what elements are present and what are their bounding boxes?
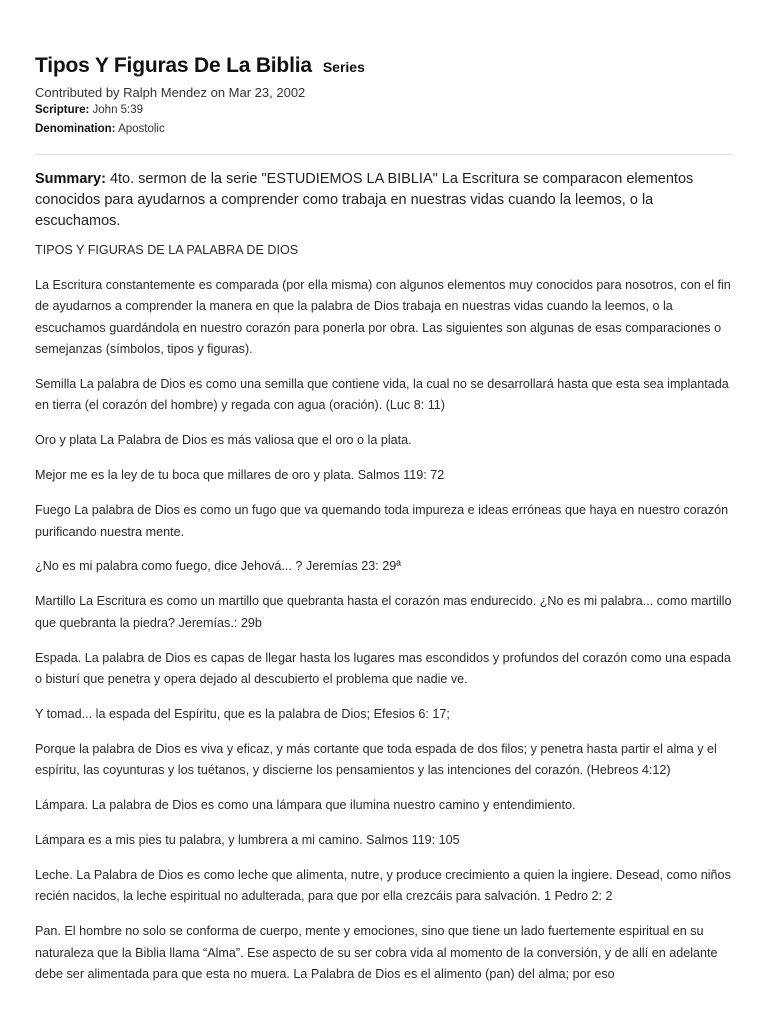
series-tag[interactable]: Series bbox=[322, 59, 365, 75]
paragraph: Semilla La palabra de Dios es como una semilla que contiene vida, la cual no se desarrollará hasta que esta sea implantada en tierra (el corazón del hombre) y regada con agua (oración). (Luc 8: 11) bbox=[35, 377, 729, 413]
paragraph: Leche. La Palabra de Dios es como leche que alimenta, nutre, y produce crecimiento a quien la ingiere. Desead, como niños recién nacidos, la leche espiritual no adulterada, para que por ella crezcáis para salvación. 1 Pedro 2: 2 bbox=[35, 868, 731, 904]
scripture-value[interactable]: John 5:39 bbox=[92, 104, 144, 116]
paragraph: Pan. El hombre no solo se conforma de cuerpo, mente y emociones, sino que tiene un lado fuertemente espiritual en su naturaleza que la Biblia llama “Alma”. Ese aspecto de su ser cobra vida al momento de la conversión, y de allí en adelante debe ser alimentada para que esta no muera. La Palabra de Dios es el alimento (pan) del alma; por eso bbox=[35, 924, 718, 982]
header-divider bbox=[35, 154, 733, 155]
denomination-label: Denomination: bbox=[35, 123, 116, 135]
denomination-value[interactable]: Apostolic bbox=[118, 123, 165, 135]
paragraph: Porque la palabra de Dios es viva y eficaz, y más cortante que toda espada de dos filos; y penetra hasta partir el alma y el espíritu, las coyunturas y los tuétanos, y discierne los pensamientos y las intenciones del corazón. (Hebreos 4:12) bbox=[35, 741, 717, 778]
sermon-body bbox=[35, 240, 733, 986]
paragraph: TIPOS Y FIGURAS DE LA PALABRA DE DIOS bbox=[35, 243, 299, 257]
paragraph: Y tomad... la espada del Espíritu, que es la palabra de Dios; Efesios 6: 17; bbox=[35, 707, 450, 721]
summary-text: 4to. sermon de la serie "ESTUDIEMOS LA BIBLIA" La Escritura se comparacon elementos conocidos para ayudarnos a comprender como trabaja en nuestras vidas cuando la leemos, o la escuchamos. bbox=[35, 171, 694, 229]
denomination-line bbox=[35, 120, 733, 139]
paragraph: Oro y plata La Palabra de Dios es más valiosa que el oro o la plata. bbox=[35, 433, 412, 448]
scripture-label: Scripture: bbox=[35, 104, 90, 116]
page-title: Tipos Y Figuras De La Biblia bbox=[35, 54, 312, 77]
title-row bbox=[35, 54, 733, 78]
paragraph: La Escritura constantemente es comparada (por ella misma) con algunos elementos muy conocidos para nosotros, con el fin de ayudarnos a comprender la manera en que la palabra de Dios trabaja en nuestras vidas cuando la leemos, o la escuchamos guardándola en nuestro corazón para ponerla por obra. Las siguientes son algunas de esas comparaciones o semejanzas (símbolos, tipos y figuras). bbox=[35, 277, 731, 357]
paragraph: Fuego La palabra de Dios es como un fugo que va quemando toda impureza e ideas erróneas que haya en nuestro corazón purificando nuestra mente. bbox=[35, 503, 729, 539]
summary-label: Summary: bbox=[35, 171, 106, 187]
paragraph: Mejor me es la ley de tu boca que millares de oro y plata. Salmos 119: 72 bbox=[35, 468, 445, 483]
paragraph: Lámpara. La palabra de Dios es como una lámpara que ilumina nuestro camino y entendimiento. bbox=[35, 798, 576, 813]
paragraph: Lámpara es a mis pies tu palabra, y lumbrera a mi camino. Salmos 119: 105 bbox=[35, 833, 460, 848]
summary bbox=[35, 169, 733, 232]
paragraph: Martillo La Escritura es como un martillo que quebranta hasta el corazón mas endurecido. ¿No es mi palabra... como martillo que quebranta la piedra? Jeremías.: 29b bbox=[35, 594, 732, 630]
scripture-line bbox=[35, 101, 733, 120]
contributor-line: Contributed by Ralph Mendez on Mar 23, 2002 bbox=[35, 85, 306, 100]
paragraph: Espada. La palabra de Dios es capas de llegar hasta los lugares mas escondidos y profundos del corazón como una espada o bisturí que penetra y opera dejado al descubierto el problema que nadie ve. bbox=[35, 650, 731, 687]
paragraph: ¿No es mi palabra como fuego, dice Jehová... ? Jeremías 23: 29ª bbox=[35, 559, 401, 574]
